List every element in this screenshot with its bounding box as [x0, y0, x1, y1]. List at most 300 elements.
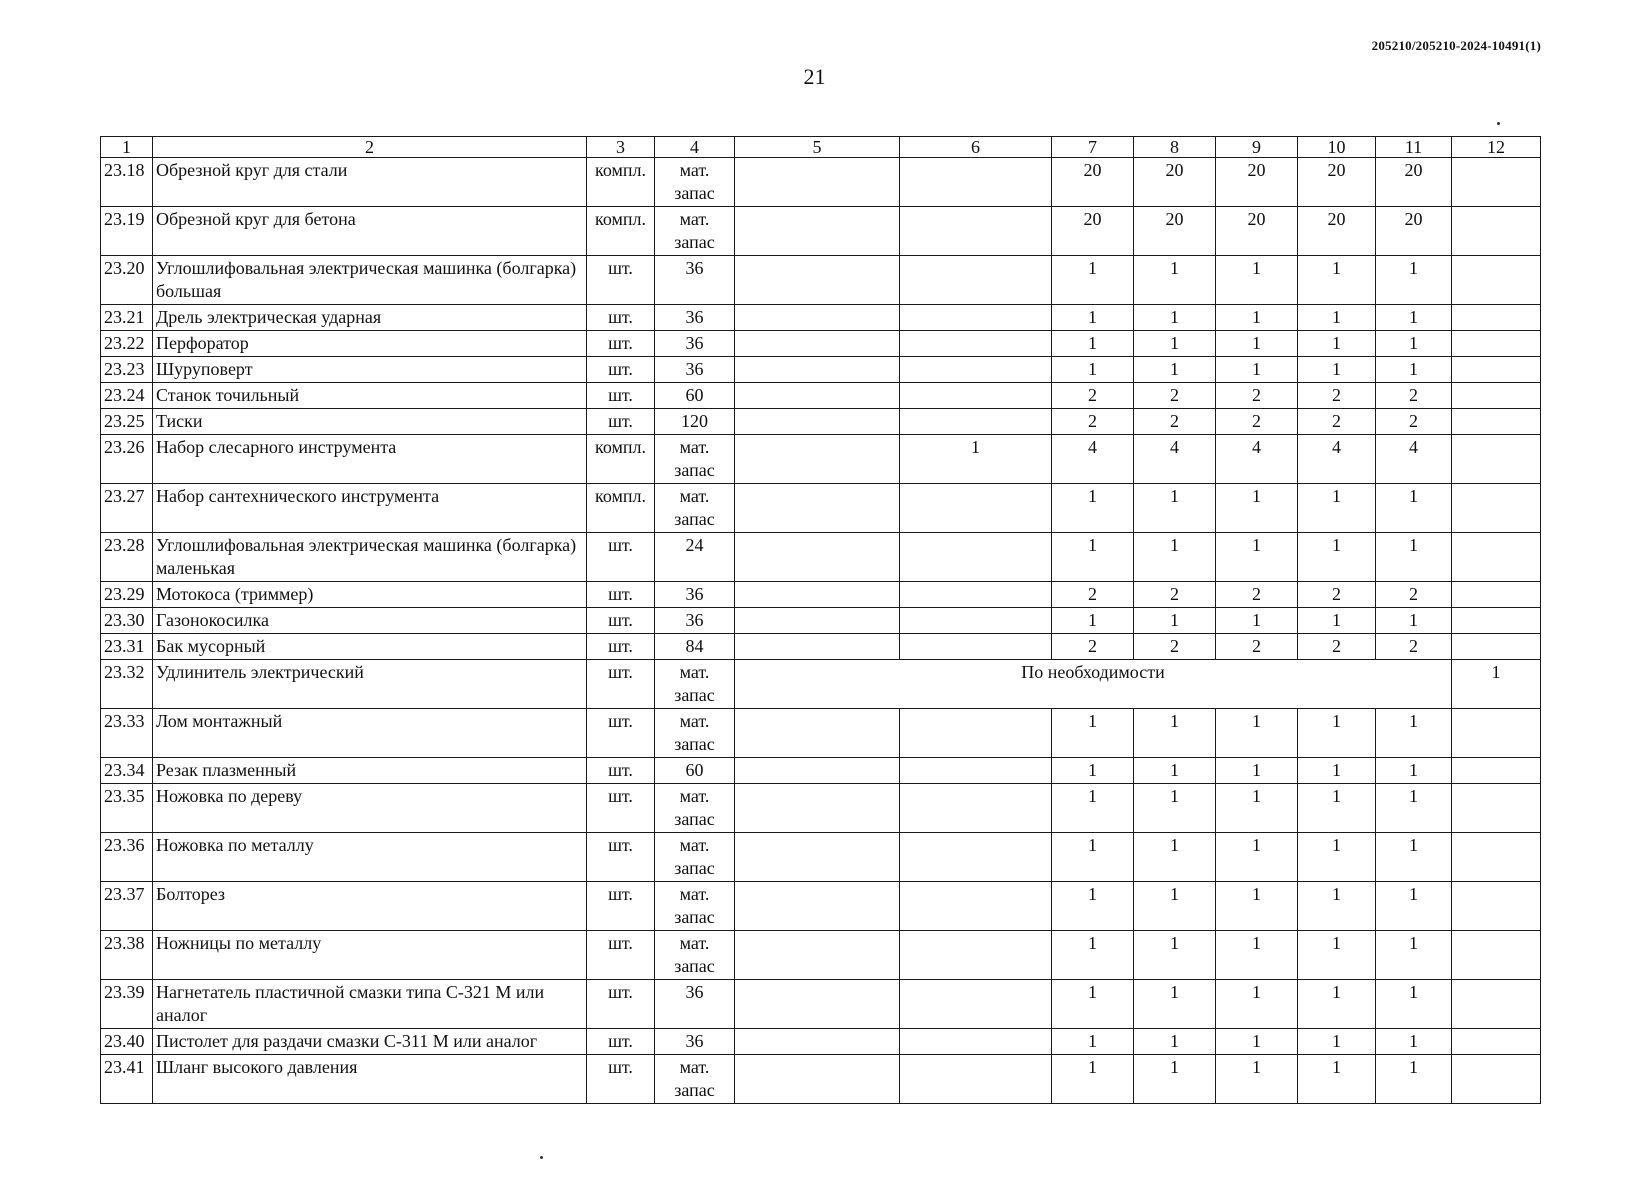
item-unit: шт.	[587, 1055, 655, 1104]
service-life-text: 36	[685, 359, 704, 379]
column-number: 8	[1134, 137, 1216, 158]
table-row	[101, 305, 1541, 331]
item-name: Газонокосилка	[153, 608, 587, 634]
quantity-cell: 2	[1298, 582, 1376, 608]
item-name: Набор сантехнического инструмента	[153, 484, 587, 533]
quantity-cell: 1	[1134, 931, 1216, 980]
col6-cell	[900, 256, 1052, 305]
col6-cell	[900, 709, 1052, 758]
table-row	[101, 833, 1541, 882]
col6-cell	[900, 533, 1052, 582]
quantity-cell: 4	[1134, 435, 1216, 484]
column-number: 4	[655, 137, 735, 158]
quantity-cell: 20	[1298, 207, 1376, 256]
col12-cell	[1452, 634, 1541, 660]
item-number: 23.29	[101, 582, 153, 608]
quantity-cell: 2	[1376, 409, 1452, 435]
service-life-text: запас	[674, 1080, 715, 1100]
quantity-cell: 1	[1376, 305, 1452, 331]
col5-cell	[735, 709, 900, 758]
item-number: 23.30	[101, 608, 153, 634]
service-life-text: запас	[674, 809, 715, 829]
table-row	[101, 709, 1541, 758]
quantity-cell: 1	[1376, 484, 1452, 533]
item-service-life	[655, 660, 735, 709]
item-unit: шт.	[587, 331, 655, 357]
item-unit: шт.	[587, 582, 655, 608]
column-number: 10	[1298, 137, 1376, 158]
item-name: Шуруповерт	[153, 357, 587, 383]
col12-cell: 1	[1452, 660, 1541, 709]
item-name: Углошлифовальная электрическая машинка (болгарка) маленькая	[153, 533, 587, 582]
equipment-table	[100, 136, 1541, 1104]
quantity-cell: 1	[1052, 758, 1134, 784]
item-service-life	[655, 357, 735, 383]
table-row	[101, 409, 1541, 435]
quantity-cell: 1	[1216, 256, 1298, 305]
item-number: 23.38	[101, 931, 153, 980]
col5-cell	[735, 882, 900, 931]
service-life-text: мат.	[679, 711, 710, 731]
quantity-cell: 1	[1298, 784, 1376, 833]
item-service-life	[655, 256, 735, 305]
service-life-text: мат.	[679, 835, 710, 855]
column-number: 2	[153, 137, 587, 158]
quantity-cell: 1	[1298, 980, 1376, 1029]
table-row	[101, 882, 1541, 931]
service-life-text: запас	[674, 183, 715, 203]
column-number: 5	[735, 137, 900, 158]
item-name: Ножовка по металлу	[153, 833, 587, 882]
item-number: 23.21	[101, 305, 153, 331]
table-row	[101, 1029, 1541, 1055]
page-number: 21	[803, 64, 826, 89]
scan-speck	[1497, 122, 1500, 125]
item-number: 23.33	[101, 709, 153, 758]
item-service-life	[655, 1055, 735, 1104]
quantity-cell: 2	[1376, 582, 1452, 608]
quantity-cell: 2	[1134, 409, 1216, 435]
quantity-cell: 1	[1376, 331, 1452, 357]
document-id: 205210/205210-2024-10491(1)	[1371, 38, 1541, 53]
quantity-cell: 2	[1052, 582, 1134, 608]
quantity-cell: 1	[1216, 533, 1298, 582]
quantity-cell: 20	[1216, 207, 1298, 256]
item-service-life	[655, 931, 735, 980]
quantity-cell: 2	[1216, 582, 1298, 608]
quantity-cell: 1	[1134, 608, 1216, 634]
quantity-cell: 1	[1298, 256, 1376, 305]
item-service-life	[655, 207, 735, 256]
quantity-cell: 1	[1052, 331, 1134, 357]
item-name: Болторез	[153, 882, 587, 931]
quantity-cell: 1	[1376, 256, 1452, 305]
col5-cell	[735, 305, 900, 331]
item-number: 23.37	[101, 882, 153, 931]
service-life-text: 60	[685, 760, 704, 780]
item-name: Обрезной круг для стали	[153, 158, 587, 207]
quantity-cell: 1	[1376, 608, 1452, 634]
quantity-cell: 1	[1134, 882, 1216, 931]
quantity-cell: 1	[1216, 980, 1298, 1029]
item-unit: шт.	[587, 1029, 655, 1055]
item-service-life	[655, 758, 735, 784]
item-unit: шт.	[587, 980, 655, 1029]
item-unit: шт.	[587, 383, 655, 409]
col6-cell	[900, 582, 1052, 608]
quantity-cell: 1	[1216, 931, 1298, 980]
quantity-cell: 1	[1298, 1029, 1376, 1055]
service-life-text: мат.	[679, 209, 710, 229]
table-row	[101, 331, 1541, 357]
column-number-row	[101, 137, 1541, 158]
item-name: Тиски	[153, 409, 587, 435]
table-row	[101, 758, 1541, 784]
quantity-cell: 1	[1052, 784, 1134, 833]
col12-cell	[1452, 435, 1541, 484]
item-number: 23.24	[101, 383, 153, 409]
item-service-life	[655, 882, 735, 931]
col12-cell	[1452, 484, 1541, 533]
item-unit: шт.	[587, 409, 655, 435]
quantity-cell: 20	[1134, 158, 1216, 207]
quantity-cell: 2	[1216, 634, 1298, 660]
quantity-cell: 2	[1134, 582, 1216, 608]
quantity-cell: 2	[1216, 383, 1298, 409]
table-row	[101, 383, 1541, 409]
quantity-cell: 1	[1216, 833, 1298, 882]
service-life-text: 84	[685, 636, 704, 656]
quantity-cell: 1	[1216, 608, 1298, 634]
col12-cell	[1452, 1055, 1541, 1104]
service-life-text: 36	[685, 610, 704, 630]
quantity-cell: 1	[1134, 784, 1216, 833]
quantity-cell: 20	[1052, 158, 1134, 207]
quantity-cell: 2	[1298, 409, 1376, 435]
col5-cell	[735, 357, 900, 383]
quantity-cell: 20	[1298, 158, 1376, 207]
quantity-cell: 2	[1052, 409, 1134, 435]
item-number: 23.31	[101, 634, 153, 660]
item-service-life	[655, 158, 735, 207]
item-name: Обрезной круг для бетона	[153, 207, 587, 256]
quantity-cell: 1	[1052, 484, 1134, 533]
quantity-cell: 4	[1052, 435, 1134, 484]
quantity-cell: 1	[1298, 758, 1376, 784]
item-name: Шланг высокого давления	[153, 1055, 587, 1104]
quantity-cell: 1	[1376, 882, 1452, 931]
quantity-cell: 1	[1052, 833, 1134, 882]
service-life-text: запас	[674, 734, 715, 754]
item-number: 23.23	[101, 357, 153, 383]
quantity-cell: 1	[1298, 882, 1376, 931]
quantity-cell: 1	[1216, 758, 1298, 784]
quantity-cell: 1	[1052, 980, 1134, 1029]
item-name: Дрель электрическая ударная	[153, 305, 587, 331]
col12-cell	[1452, 784, 1541, 833]
col12-cell	[1452, 331, 1541, 357]
column-number: 6	[900, 137, 1052, 158]
service-life-text: запас	[674, 509, 715, 529]
col12-cell	[1452, 383, 1541, 409]
table-row	[101, 608, 1541, 634]
col6-cell	[900, 331, 1052, 357]
item-service-life	[655, 582, 735, 608]
service-life-text: запас	[674, 232, 715, 252]
item-name: Бак мусорный	[153, 634, 587, 660]
col12-cell	[1452, 409, 1541, 435]
service-life-text: 60	[685, 385, 704, 405]
item-number: 23.35	[101, 784, 153, 833]
item-number: 23.19	[101, 207, 153, 256]
col6-cell	[900, 158, 1052, 207]
item-number: 23.25	[101, 409, 153, 435]
col6-cell	[900, 207, 1052, 256]
quantity-cell: 1	[1298, 833, 1376, 882]
quantity-cell: 1	[1134, 1029, 1216, 1055]
service-life-text: мат.	[679, 160, 710, 180]
quantity-cell: 1	[1216, 1055, 1298, 1104]
service-life-text: 36	[685, 307, 704, 327]
quantity-cell: 1	[1216, 305, 1298, 331]
service-life-text: 36	[685, 982, 704, 1002]
service-life-text: 36	[685, 258, 704, 278]
item-unit: шт.	[587, 709, 655, 758]
col6-cell	[900, 931, 1052, 980]
quantity-cell: 1	[1376, 357, 1452, 383]
col12-cell	[1452, 305, 1541, 331]
quantity-cell: 1	[1376, 533, 1452, 582]
col6-cell	[900, 383, 1052, 409]
item-service-life	[655, 484, 735, 533]
col5-cell	[735, 758, 900, 784]
quantity-cell: 1	[1052, 608, 1134, 634]
item-service-life	[655, 1029, 735, 1055]
service-life-text: 120	[681, 411, 708, 431]
table-row	[101, 256, 1541, 305]
col6-cell	[900, 980, 1052, 1029]
table-row	[101, 980, 1541, 1029]
quantity-cell: 1	[1298, 608, 1376, 634]
table-row	[101, 484, 1541, 533]
item-name: Станок точильный	[153, 383, 587, 409]
service-life-text: мат.	[679, 786, 710, 806]
item-number: 23.36	[101, 833, 153, 882]
item-unit: компл.	[587, 207, 655, 256]
service-life-text: мат.	[679, 437, 710, 457]
quantity-cell: 1	[1298, 709, 1376, 758]
col5-cell	[735, 409, 900, 435]
service-life-text: запас	[674, 858, 715, 878]
item-name: Ножовка по дереву	[153, 784, 587, 833]
col5-cell	[735, 383, 900, 409]
quantity-cell: 20	[1216, 158, 1298, 207]
quantity-cell: 1	[1052, 931, 1134, 980]
quantity-cell: 1	[1134, 357, 1216, 383]
quantity-cell: 1	[1134, 305, 1216, 331]
table-row	[101, 435, 1541, 484]
quantity-cell: 1	[1376, 1055, 1452, 1104]
quantity-cell: 1	[1134, 331, 1216, 357]
quantity-cell: 1	[1376, 1029, 1452, 1055]
col5-cell	[735, 158, 900, 207]
quantity-cell: 1	[1298, 931, 1376, 980]
quantity-cell: 2	[1376, 634, 1452, 660]
col5-cell	[735, 582, 900, 608]
quantity-cell: 1	[1216, 1029, 1298, 1055]
service-life-text: 36	[685, 584, 704, 604]
col12-cell	[1452, 608, 1541, 634]
col12-cell	[1452, 758, 1541, 784]
quantity-cell: 1	[1052, 305, 1134, 331]
item-service-life	[655, 435, 735, 484]
col5-cell	[735, 207, 900, 256]
service-life-text: мат.	[679, 486, 710, 506]
table-row	[101, 931, 1541, 980]
col5-cell	[735, 256, 900, 305]
column-number: 7	[1052, 137, 1134, 158]
item-number: 23.22	[101, 331, 153, 357]
quantity-cell: 1	[1134, 833, 1216, 882]
quantity-cell: 1	[1052, 709, 1134, 758]
col12-cell	[1452, 582, 1541, 608]
col6-cell	[900, 305, 1052, 331]
quantity-cell: 1	[1216, 882, 1298, 931]
col6-cell	[900, 1029, 1052, 1055]
quantity-cell: 1	[1376, 833, 1452, 882]
item-number: 23.32	[101, 660, 153, 709]
table-row	[101, 582, 1541, 608]
quantity-cell: 1	[1216, 484, 1298, 533]
item-service-life	[655, 383, 735, 409]
item-unit: шт.	[587, 634, 655, 660]
quantity-cell: 1	[1376, 784, 1452, 833]
col12-cell	[1452, 709, 1541, 758]
item-name: Углошлифовальная электрическая машинка (болгарка) большая	[153, 256, 587, 305]
item-name: Удлинитель электрический	[153, 660, 587, 709]
quantity-cell: 1	[1216, 331, 1298, 357]
table-row	[101, 533, 1541, 582]
service-life-text: 36	[685, 1031, 704, 1051]
table-row	[101, 1055, 1541, 1104]
item-unit: шт.	[587, 305, 655, 331]
quantity-cell: 1	[1052, 882, 1134, 931]
item-number: 23.20	[101, 256, 153, 305]
quantity-cell: 4	[1376, 435, 1452, 484]
quantity-cell: 2	[1376, 383, 1452, 409]
table-row	[101, 784, 1541, 833]
item-unit: шт.	[587, 833, 655, 882]
item-number: 23.18	[101, 158, 153, 207]
service-life-text: 24	[685, 535, 704, 555]
col5-cell	[735, 634, 900, 660]
quantity-cell: 1	[1298, 357, 1376, 383]
col6-cell	[900, 484, 1052, 533]
quantity-cell: 20	[1052, 207, 1134, 256]
col12-cell	[1452, 1029, 1541, 1055]
quantity-cell: 1	[1134, 484, 1216, 533]
quantity-cell: 4	[1216, 435, 1298, 484]
quantity-cell: 1	[1216, 784, 1298, 833]
service-life-text: мат.	[679, 884, 710, 904]
item-service-life	[655, 533, 735, 582]
quantity-cell: 1	[1134, 1055, 1216, 1104]
item-name: Ножницы по металлу	[153, 931, 587, 980]
item-unit: компл.	[587, 435, 655, 484]
quantity-cell: 1	[1134, 533, 1216, 582]
item-service-life	[655, 331, 735, 357]
item-number: 23.39	[101, 980, 153, 1029]
quantity-cell: 1	[1298, 305, 1376, 331]
quantity-cell: 2	[1134, 383, 1216, 409]
item-service-life	[655, 608, 735, 634]
quantity-cell: 4	[1298, 435, 1376, 484]
quantity-cell: 1	[1052, 256, 1134, 305]
col6-cell	[900, 409, 1052, 435]
col5-cell	[735, 435, 900, 484]
col6-cell	[900, 833, 1052, 882]
quantity-cell: 2	[1052, 383, 1134, 409]
table-row	[101, 207, 1541, 256]
col6-cell: 1	[900, 435, 1052, 484]
item-number: 23.27	[101, 484, 153, 533]
column-number: 12	[1452, 137, 1541, 158]
quantity-cell: 1	[1376, 980, 1452, 1029]
quantity-cell: 1	[1052, 1029, 1134, 1055]
service-life-text: запас	[674, 460, 715, 480]
quantity-cell: 1	[1298, 533, 1376, 582]
col5-cell	[735, 980, 900, 1029]
quantity-cell: 1	[1376, 758, 1452, 784]
quantity-cell: 2	[1134, 634, 1216, 660]
item-number: 23.26	[101, 435, 153, 484]
item-unit: компл.	[587, 158, 655, 207]
col5-cell	[735, 533, 900, 582]
item-name: Пистолет для раздачи смазки С-311 М или аналог	[153, 1029, 587, 1055]
item-name: Перфоратор	[153, 331, 587, 357]
col5-cell	[735, 1055, 900, 1104]
quantity-cell: 1	[1052, 1055, 1134, 1104]
quantity-cell: 1	[1134, 709, 1216, 758]
item-name: Нагнетатель пластичной смазки типа С-321 М или аналог	[153, 980, 587, 1029]
col6-cell	[900, 882, 1052, 931]
item-unit: шт.	[587, 608, 655, 634]
item-service-life	[655, 833, 735, 882]
service-life-text: 36	[685, 333, 704, 353]
col6-cell	[900, 1055, 1052, 1104]
item-service-life	[655, 409, 735, 435]
col12-cell	[1452, 207, 1541, 256]
quantity-cell: 2	[1298, 383, 1376, 409]
quantity-cell: 2	[1052, 634, 1134, 660]
item-unit: шт.	[587, 784, 655, 833]
col5-cell	[735, 331, 900, 357]
col12-cell	[1452, 256, 1541, 305]
quantity-cell: 1	[1134, 980, 1216, 1029]
item-number: 23.41	[101, 1055, 153, 1104]
service-life-text: запас	[674, 956, 715, 976]
service-life-text: запас	[674, 685, 715, 705]
item-unit: компл.	[587, 484, 655, 533]
service-life-text: мат.	[679, 1057, 710, 1077]
col6-cell	[900, 634, 1052, 660]
column-number: 11	[1376, 137, 1452, 158]
item-service-life	[655, 634, 735, 660]
service-life-text: мат.	[679, 933, 710, 953]
quantity-cell: 20	[1376, 158, 1452, 207]
item-number: 23.28	[101, 533, 153, 582]
col5-cell	[735, 1029, 900, 1055]
